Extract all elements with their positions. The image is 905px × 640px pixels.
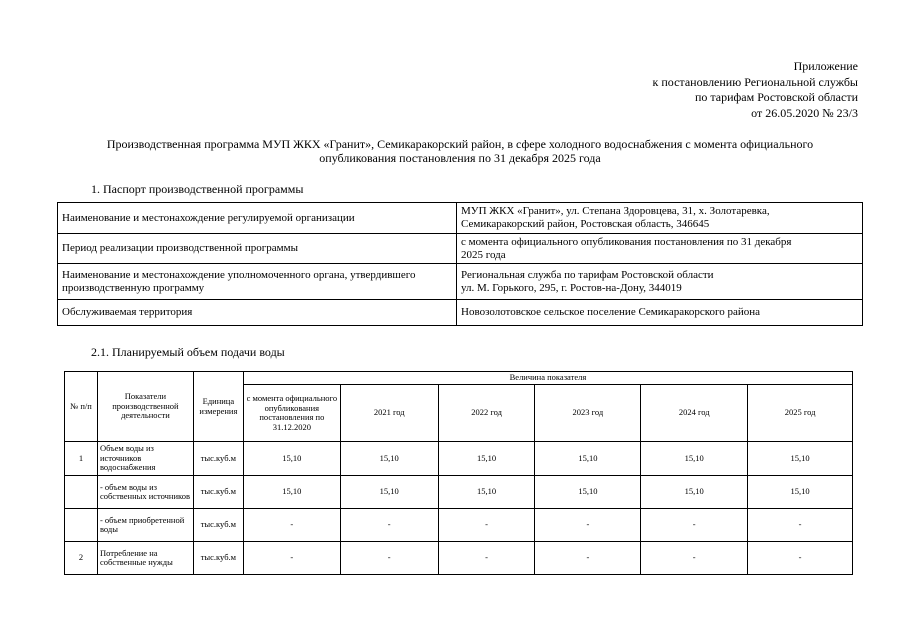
cell-value: - [641,509,748,542]
cell-value: 15,10 [535,476,641,509]
appendix-block [653,59,858,121]
header-period: 2022 год [438,385,535,442]
passport-label: Наименование и местонахождение регулируемой организации [58,203,457,234]
cell-value: 15,10 [535,442,641,476]
header-period: 2024 год [641,385,748,442]
cell-unit: тыс.куб.м [193,476,243,509]
passport-value [457,234,863,264]
cell-indicator: - объем воды из собственных источников [97,476,193,509]
cell-num: 1 [65,442,98,476]
cell-indicator: - объем приобретенной воды [97,509,193,542]
title-line: Производственная программа МУП ЖКХ «Гранит», Семикаракорский район, в сфере холодного водоснабжения с момента официального [106,137,814,151]
passport-label: Наименование и местонахождение уполномоченного органа, утвердившего производственную программу [58,264,457,300]
cell-num [65,509,98,542]
cell-num: 2 [65,542,98,575]
passport-value-line: ул. М. Горького, 295, г. Ростов-на-Дону, 344019 [461,281,682,294]
header-period: 2025 год [748,385,853,442]
table-row [65,542,853,575]
water-volume-table [64,371,853,575]
table-row [65,476,853,509]
appendix-line: от 26.05.2020 № 23/3 [751,105,858,120]
document-title [60,137,860,165]
table-row [58,234,863,264]
header-indicator: Показатели производственной деятельности [97,372,193,442]
cell-value: 15,10 [438,442,535,476]
table-row [58,264,863,300]
cell-value: 15,10 [243,476,340,509]
appendix-line: Приложение [793,59,858,73]
cell-value: 15,10 [641,476,748,509]
cell-value: - [340,542,438,575]
cell-value: - [748,509,853,542]
appendix-line: к постановлению Региональной службы [652,74,858,89]
passport-label: Период реализации производственной программы [58,234,457,264]
section-2-1-heading: 2.1. Планируемый объем подачи воды [91,345,285,359]
cell-value: - [438,542,535,575]
section-1-heading: 1. Паспорт производственной программы [91,182,304,196]
header-period: 2023 год [535,385,641,442]
cell-value: - [641,542,748,575]
header-num: № п/п [65,372,98,442]
cell-unit: тыс.куб.м [193,542,243,575]
passport-value-line: с момента официального опубликования постановления по 31 декабря [461,235,792,248]
header-unit: Единица измерения [193,372,243,442]
cell-value: 15,10 [340,476,438,509]
cell-value: - [535,509,641,542]
cell-value: - [340,509,438,542]
cell-value: - [748,542,853,575]
table-header-row [65,372,853,385]
cell-num [65,476,98,509]
passport-value-line: МУП ЖКХ «Гранит», ул. Степана Здоровцева, 31, х. Золотаревка, [461,205,770,217]
cell-unit: тыс.куб.м [193,509,243,542]
appendix-line: по тарифам Ростовской области [694,90,858,104]
passport-value: Новозолотовское сельское поселение Семикаракорского района [457,300,863,326]
passport-table [57,202,863,326]
cell-value: 15,10 [243,442,340,476]
table-row [58,203,863,234]
passport-value [457,203,863,234]
passport-value [457,264,863,300]
passport-label: Обслуживаемая территория [58,300,457,326]
table-row [65,509,853,542]
cell-indicator: Объем воды из источников водоснабжения [97,442,193,476]
passport-value-line: Региональная служба по тарифам Ростовской области [461,268,714,281]
cell-unit: тыс.куб.м [193,442,243,476]
cell-value: - [243,542,340,575]
table-row [58,300,863,326]
header-period: с момента официального опубликования постановления по 31.12.2020 [243,385,340,442]
cell-value: 15,10 [748,442,853,476]
cell-indicator: Потребление на собственные нужды [97,542,193,575]
cell-value: 15,10 [340,442,438,476]
title-line: опубликования постановления по 31 декабря 2025 года [319,151,601,165]
cell-value: - [438,509,535,542]
header-period: 2021 год [340,385,438,442]
passport-value-line: 2025 года [461,248,506,261]
cell-value: 15,10 [438,476,535,509]
table-row [65,442,853,476]
cell-value: - [243,509,340,542]
cell-value: 15,10 [748,476,853,509]
cell-value: - [535,542,641,575]
passport-value-line: Семикаракорский район, Ростовская область, 346645 [461,218,710,230]
cell-value: 15,10 [641,442,748,476]
header-group: Величина показателя [243,372,852,385]
